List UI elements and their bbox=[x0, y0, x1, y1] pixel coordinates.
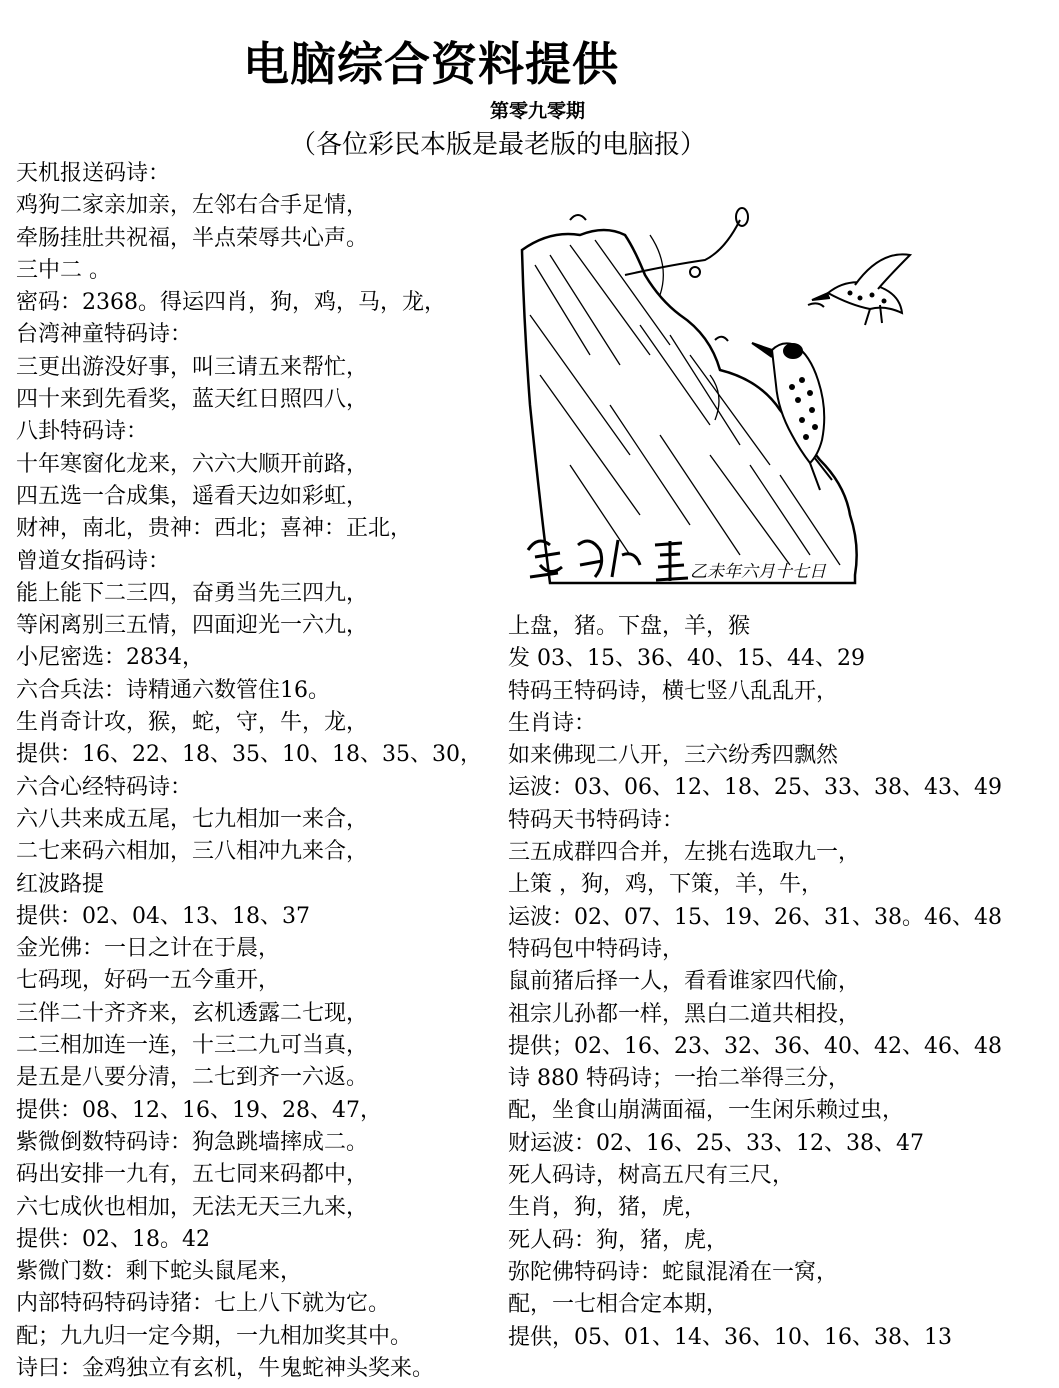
left-text-line: 等闲离别三五情，四面迎光一六九， bbox=[16, 613, 369, 639]
left-text-line: 提供：16、22、18、35、10、18、35、30， bbox=[16, 742, 482, 768]
left-text-line: 二七来码六相加，三八相冲九来合， bbox=[16, 839, 369, 865]
right-text-line: 配，一七相合定本期， bbox=[508, 1292, 729, 1318]
right-text-line: 诗 880 特码诗；一抬二举得三分， bbox=[508, 1066, 850, 1092]
left-text-line: 十年寒窗化龙来，六六大顺开前路， bbox=[16, 451, 369, 477]
right-text-line: 运波：03、06、12、18、25、33、38、43、49 bbox=[508, 775, 1002, 801]
left-text-line: 三伴二十齐齐来，玄机透露二七现， bbox=[16, 1000, 369, 1026]
right-text-column bbox=[508, 611, 1002, 1354]
left-text-line: 八卦特码诗： bbox=[16, 419, 149, 445]
page-title: 电脑综合资料提供 bbox=[243, 37, 619, 91]
left-text-line: 六七成伙也相加，无法无天三九来， bbox=[16, 1194, 369, 1220]
left-text-line: 鸡狗二家亲加亲，左邻右合手足情， bbox=[16, 193, 369, 219]
left-text-line: 提供：02、04、13、18、37 bbox=[16, 903, 310, 929]
left-text-line: 能上能下二三四，奋勇当先三四九， bbox=[16, 580, 369, 606]
left-text-column bbox=[16, 158, 482, 1385]
left-text-line: 财神，南北，贵神：西北；喜神：正北， bbox=[16, 516, 413, 542]
right-text-line: 特码包中特码诗， bbox=[508, 936, 685, 962]
woodpecker-drawing bbox=[510, 205, 1000, 605]
left-text-line: 六八共来成五尾，七九相加一来合， bbox=[16, 806, 369, 832]
right-text-line: 生肖，狗，猪，虎， bbox=[508, 1195, 707, 1221]
left-text-line: 提供：08、12、16、19、28、47， bbox=[16, 1097, 382, 1123]
right-text-line: 上盘，猪。下盘，羊，猴 bbox=[508, 614, 751, 639]
left-text-line: 天机报送码诗： bbox=[16, 161, 171, 186]
left-text-line: 牵肠挂肚共祝福，半点荣辱共心声。 bbox=[16, 225, 369, 251]
issue-number: 第零九零期 bbox=[490, 100, 586, 122]
right-text-line: 配，坐食山崩满面福，一生闲乐赖过虫， bbox=[508, 1098, 905, 1124]
left-text-line: 三中二 。 bbox=[16, 257, 111, 283]
right-text-line: 祖宗儿孙都一样，黑白二道共相投， bbox=[508, 1001, 861, 1027]
right-text-line: 三五成群四合并，左挑右选取九一， bbox=[508, 840, 861, 866]
right-text-line: 提供；02、16、23、32、36、40、42、46、48 bbox=[508, 1033, 1002, 1059]
left-text-line: 四五选一合成集，遥看天边如彩虹， bbox=[16, 483, 369, 509]
left-text-line: 六合兵法：诗精通六数管住16。 bbox=[16, 677, 330, 703]
left-text-line: 小尼密选：2834， bbox=[16, 645, 204, 671]
left-text-line: 提供：02、18。42 bbox=[16, 1226, 210, 1252]
right-text-line: 运波：02、07、15、19、26、31、38。46、48 bbox=[508, 904, 1002, 930]
left-text-line: 紫微倒数特码诗：狗急跳墙摔成二。 bbox=[16, 1129, 369, 1155]
left-text-line: 三更出游没好事，叫三请五来帮忙， bbox=[16, 354, 369, 380]
right-text-line: 生肖诗： bbox=[508, 710, 597, 736]
left-text-line: 内部特码特码诗猪：七上八下就为它。 bbox=[16, 1291, 391, 1317]
illustration-inscription: 乙未年六月十七日 bbox=[690, 562, 826, 582]
left-text-line: 诗曰：金鸡独立有玄机，牛鬼蛇神头奖来。 bbox=[16, 1355, 435, 1381]
left-text-line: 码出安排一九有，五七同来码都中， bbox=[16, 1162, 369, 1188]
right-text-line: 提供，05、01、14、36、10、16、38、13 bbox=[508, 1324, 952, 1350]
left-text-line: 二三相加连一连，十三二九可当真， bbox=[16, 1033, 369, 1059]
right-text-line: 死人码诗，树高五尺有三尺， bbox=[508, 1163, 795, 1189]
left-text-line: 是五是八要分清，二七到齐一六返。 bbox=[16, 1065, 369, 1091]
left-text-line: 七码现，好码一五今重开， bbox=[16, 968, 281, 994]
left-text-line: 曾道女指码诗： bbox=[16, 548, 171, 574]
right-text-line: 如来佛现二八开，三六纷秀四飘然 bbox=[508, 743, 839, 769]
woodpecker-illustration bbox=[510, 205, 1000, 605]
right-text-line: 死人码：狗，猪，虎， bbox=[508, 1227, 729, 1253]
left-text-line: 六合心经特码诗： bbox=[16, 774, 193, 800]
left-text-line: 生肖奇计攻，猴，蛇，守，牛，龙， bbox=[16, 710, 369, 736]
left-text-line: 红波路提 bbox=[16, 871, 105, 897]
left-text-line: 密码：2368。得运四肖，狗，鸡，马，龙， bbox=[16, 290, 446, 316]
left-text-line: 紫微门数：剩下蛇头鼠尾来， bbox=[16, 1259, 303, 1285]
right-text-line: 弥陀佛特码诗：蛇鼠混淆在一窝， bbox=[508, 1259, 839, 1285]
right-text-line: 特码天书特码诗： bbox=[508, 807, 685, 833]
left-text-line: 台湾神童特码诗： bbox=[16, 322, 193, 348]
left-text-line: 配；九九归一定今期，一九相加奖其中。 bbox=[16, 1323, 413, 1349]
right-text-line: 特码王特码诗，横七竖八乱乱开， bbox=[508, 678, 839, 704]
right-text-line: 发 03、15、36、40、15、44、29 bbox=[508, 646, 865, 672]
right-text-line: 上策 ，狗，鸡，下策，羊，牛， bbox=[508, 872, 823, 898]
left-text-line: 金光佛：一日之计在于晨， bbox=[16, 936, 281, 962]
right-text-line: 财运波：02、16、25、33、12、38、47 bbox=[508, 1130, 924, 1156]
subtitle: （各位彩民本版是最老版的电脑报） bbox=[290, 130, 707, 160]
left-text-line: 四十来到先看奖，蓝天红日照四八， bbox=[16, 387, 369, 413]
right-text-line: 鼠前猪后择一人，看看谁家四代偷， bbox=[508, 969, 861, 995]
